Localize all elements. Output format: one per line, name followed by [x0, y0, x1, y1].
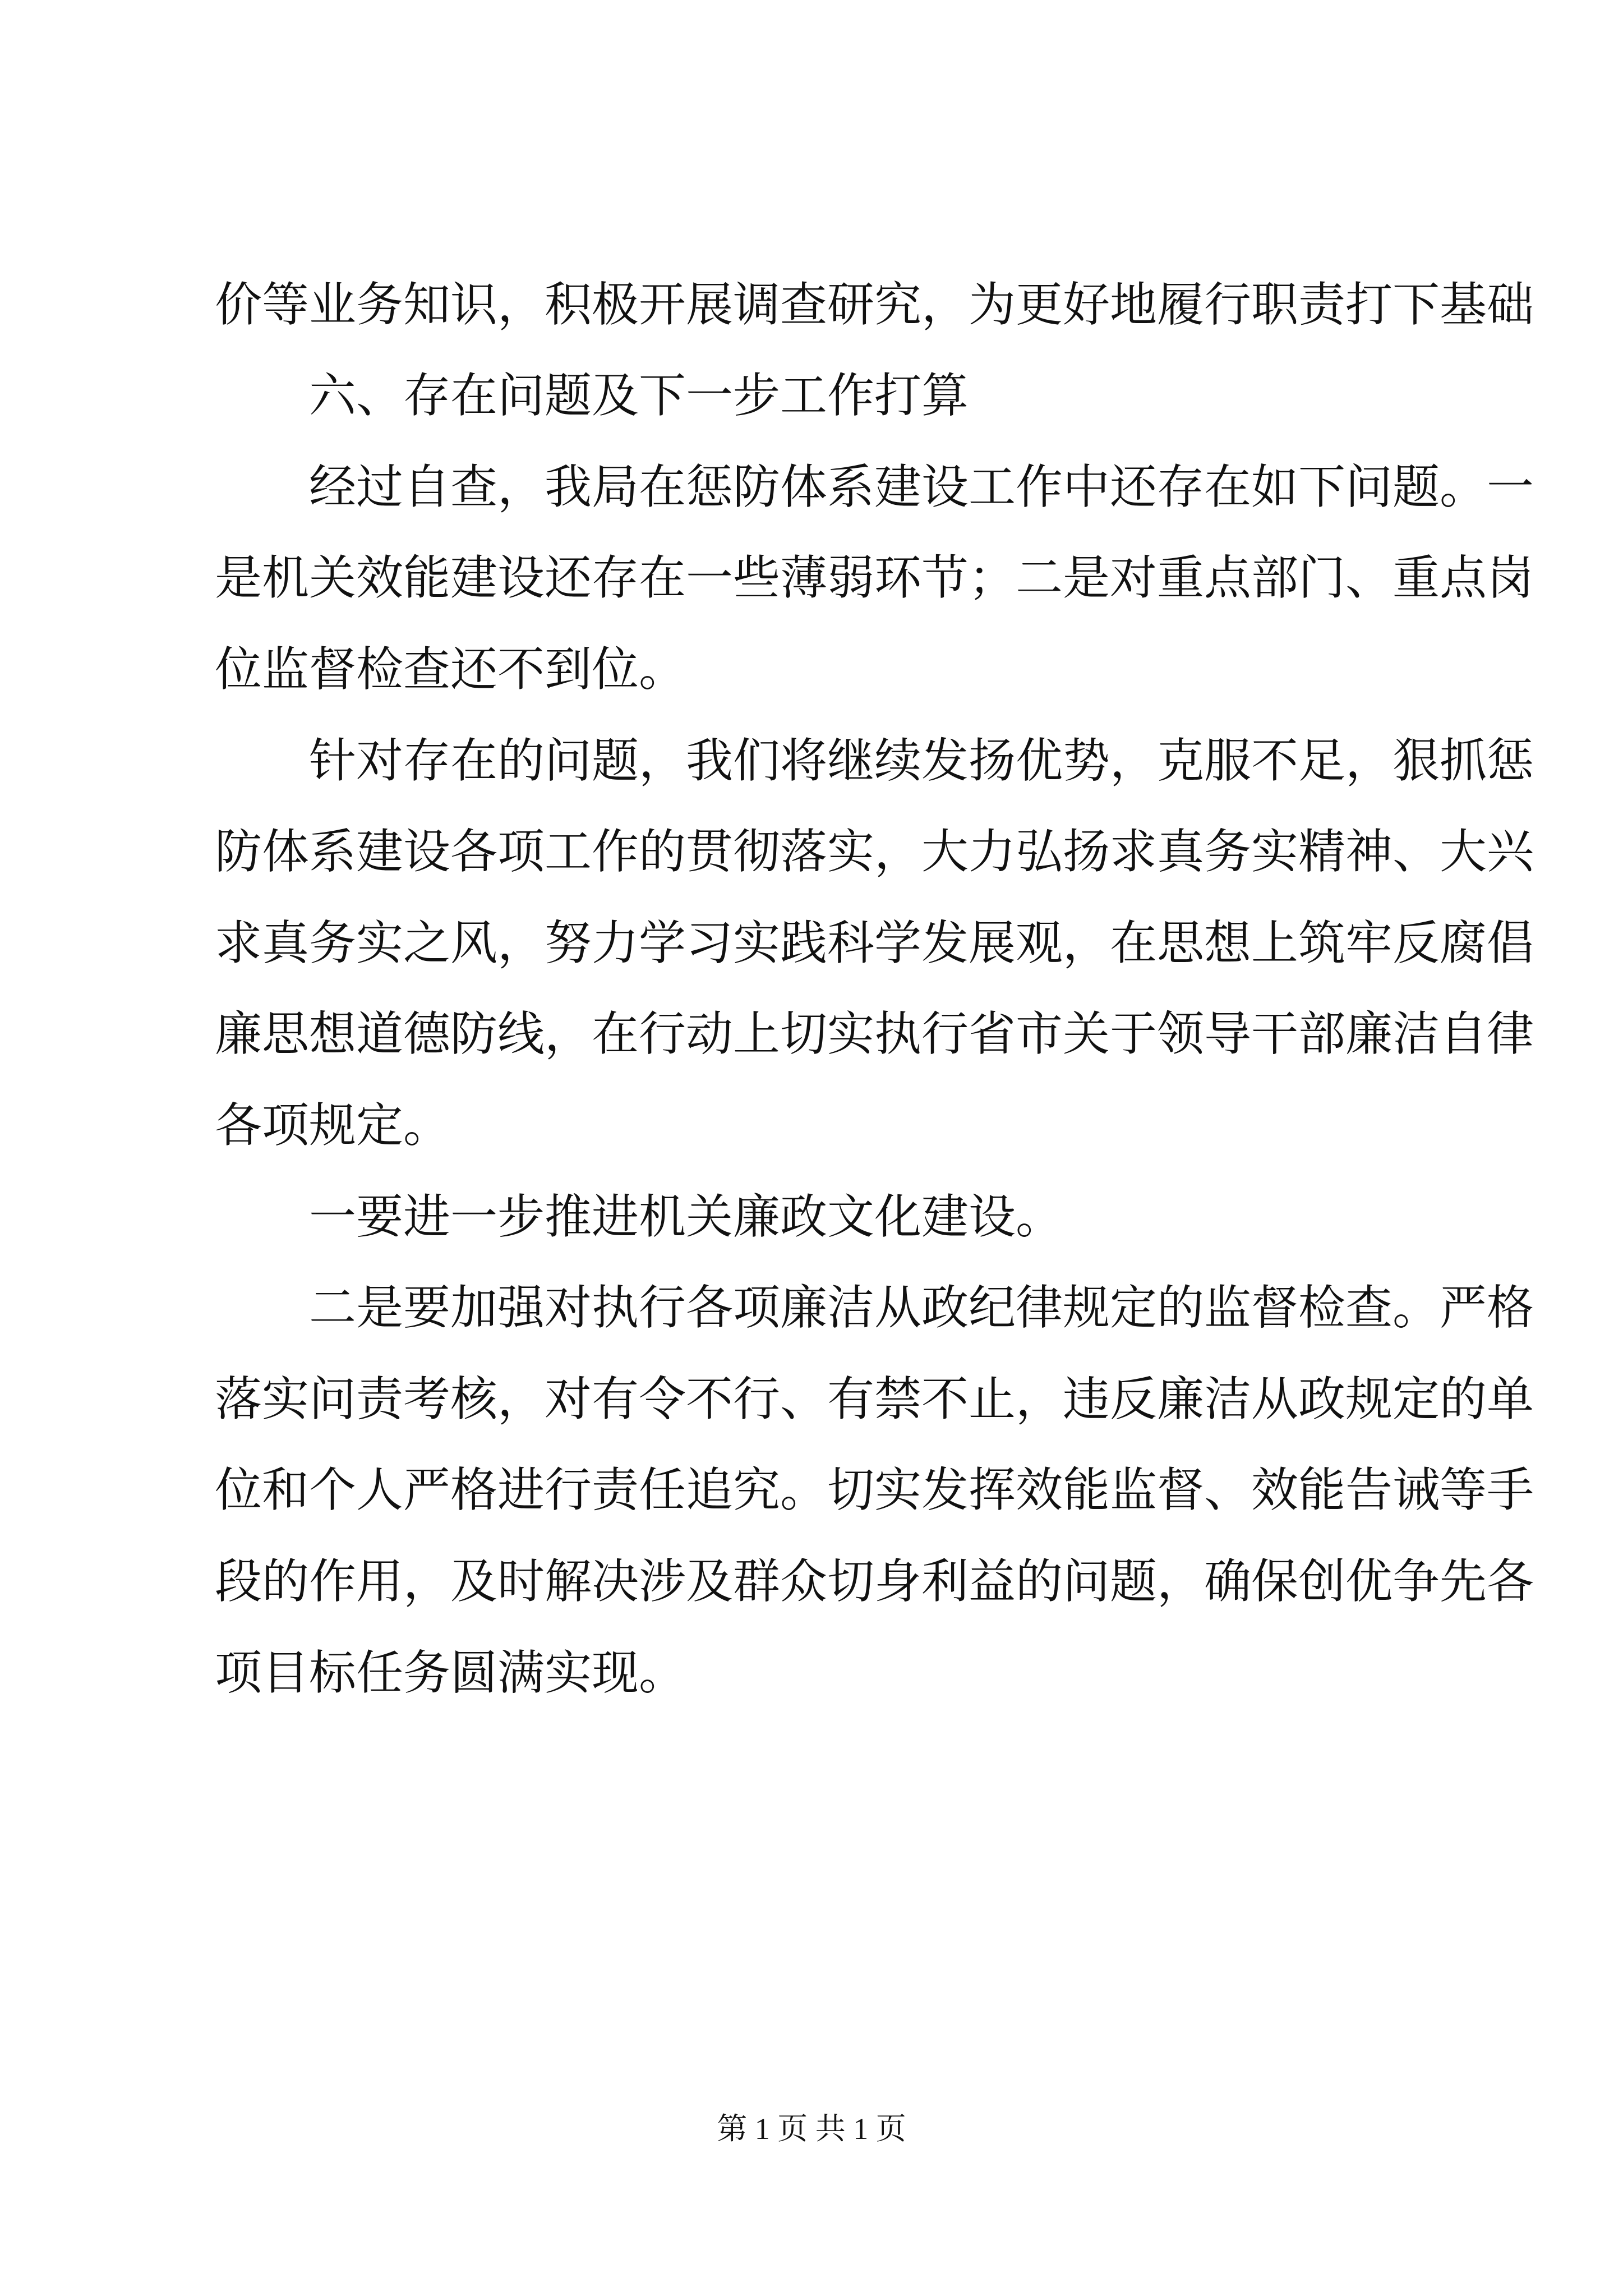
text-line: 各项规定。	[215, 1098, 451, 1153]
text-line: 经过自查，我局在惩防体系建设工作中还存在如下问题。一	[309, 459, 1534, 514]
text-line: 防体系建设各项工作的贯彻落实，大力弘扬求真务实精神、大兴	[215, 824, 1534, 879]
text-line: 针对存在的问题，我们将继续发扬优势，克服不足，狠抓惩	[309, 733, 1534, 788]
text-line: 求真务实之风，努力学习实践科学发展观，在思想上筑牢反腐倡	[215, 915, 1534, 970]
text-line: 是机关效能建设还存在一些薄弱环节；二是对重点部门、重点岗	[215, 550, 1534, 605]
text-line: 位和个人严格进行责任追究。切实发挥效能监督、效能告诫等手	[215, 1462, 1534, 1517]
page-footer	[0, 2106, 1623, 2151]
text-line: 段的作用，及时解决涉及群众切身利益的问题，确保创优争先各	[215, 1554, 1534, 1609]
text-line: 位监督检查还不到位。	[215, 642, 686, 697]
page-number: 第 1 页 共 1 页	[717, 2112, 906, 2146]
text-line: 价等业务知识，积极开展调查研究，为更好地履行职责打下基础	[215, 277, 1534, 332]
text-line: 项目标任务圆满实现。	[215, 1645, 686, 1700]
text-line: 廉思想道德防线，在行动上切实执行省市关于领导干部廉洁自律	[215, 1006, 1534, 1061]
section-heading: 六、存在问题及下一步工作打算	[309, 368, 969, 423]
text-line: 落实问责考核，对有令不行、有禁不止，违反廉洁从政规定的单	[215, 1372, 1534, 1427]
text-line: 一要进一步推进机关廉政文化建设。	[309, 1189, 1063, 1244]
text-line: 二是要加强对执行各项廉洁从政纪律规定的监督检查。严格	[309, 1280, 1534, 1335]
